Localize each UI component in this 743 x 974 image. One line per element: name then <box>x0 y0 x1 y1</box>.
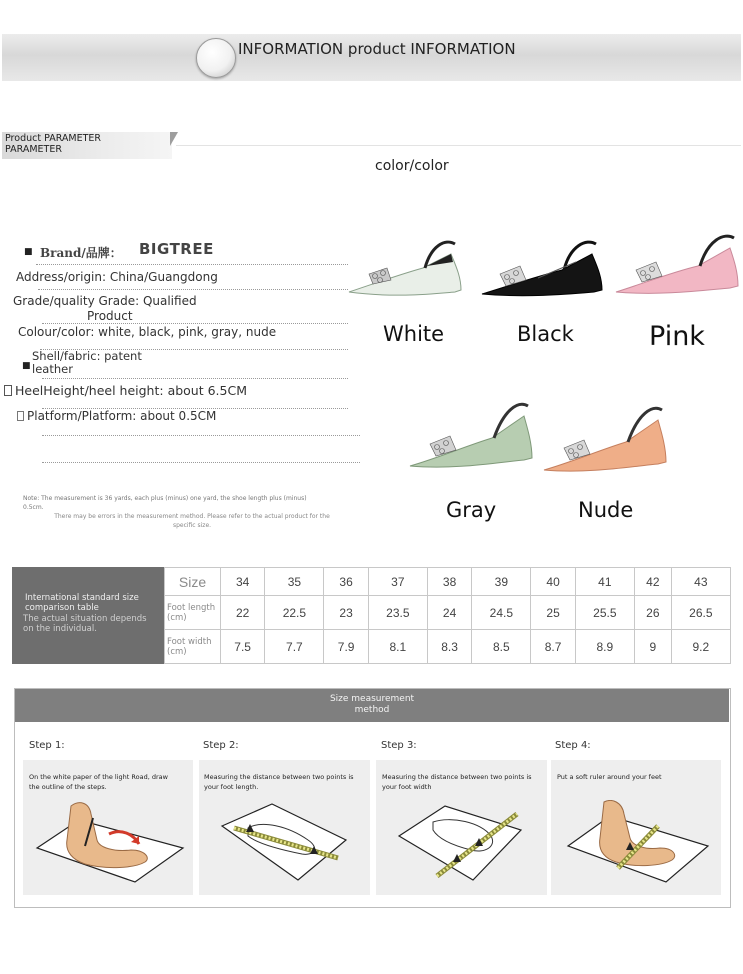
foot-length-header: Foot length (cm) <box>165 596 221 630</box>
header-circle-ornament <box>196 38 236 78</box>
size-table <box>164 567 731 664</box>
foot-width-cell: 7.7 <box>265 630 324 664</box>
spec-shell-cont: leather <box>32 362 73 376</box>
foot-width-cell: 8.1 <box>368 630 427 664</box>
size-table-title: International standard size comparison table <box>25 593 139 613</box>
parameter-tab-arrow <box>170 132 178 146</box>
foot-width-cell: 7.5 <box>221 630 265 664</box>
color-heading: color/color <box>375 158 449 174</box>
brand-value: BIGTREE <box>139 240 214 258</box>
shoe-black-image <box>478 232 608 302</box>
size-cell: 35 <box>265 568 324 596</box>
step-3-desc: Measuring the distance between two points is your foot width <box>382 773 532 791</box>
dotted-divider <box>42 462 360 463</box>
size-cell: 40 <box>531 568 575 596</box>
foot-width-cell: 8.7 <box>531 630 575 664</box>
step-3-label: Step 3: <box>381 740 417 751</box>
shoe-gray-image <box>408 392 536 472</box>
step-1-illustration <box>35 800 185 885</box>
dotted-divider <box>38 289 348 290</box>
bullet-icon: ■ <box>24 247 33 257</box>
foot-width-cell: 9.2 <box>671 630 730 664</box>
measurement-title <box>15 694 729 716</box>
dotted-divider <box>42 378 348 379</box>
foot-length-cell: 24.5 <box>472 596 531 630</box>
foot-width-cell: 8.5 <box>472 630 531 664</box>
step-2-illustration <box>210 800 360 885</box>
measurement-title-line2: method <box>354 705 390 715</box>
size-cell: 38 <box>427 568 471 596</box>
spec-platform <box>17 409 216 423</box>
foot-length-cell: 26.5 <box>671 596 730 630</box>
spec-platform-text: Platform/Platform: about 0.5CM <box>27 409 217 423</box>
foot-length-cell: 25.5 <box>575 596 634 630</box>
dotted-divider <box>42 435 360 436</box>
size-cell: 42 <box>634 568 671 596</box>
spec-heel <box>4 383 247 398</box>
size-cell: 36 <box>324 568 368 596</box>
brand-label: Brand/品牌： <box>40 246 122 260</box>
size-cell: 39 <box>472 568 531 596</box>
color-label-black: Black <box>517 322 574 346</box>
checkbox-icon <box>4 385 12 396</box>
size-cell: 41 <box>575 568 634 596</box>
color-label-white: White <box>383 322 445 346</box>
foot-length-cell: 23.5 <box>368 596 427 630</box>
step-3-illustration <box>385 800 535 885</box>
step-2-desc: Measuring the distance between two points is your foot length. <box>204 773 354 791</box>
spec-heel-text: HeelHeight/heel height: about 6.5CM <box>15 383 247 398</box>
bullet-icon: ■ <box>22 361 31 371</box>
measurement-title-line1: Size measurement <box>329 694 415 704</box>
step-4-label: Step 4: <box>555 740 591 751</box>
step-4-illustration <box>560 800 710 885</box>
size-row <box>165 568 731 596</box>
step-1-desc: On the white paper of the light Road, draw the outline of the steps. <box>29 773 168 791</box>
parameter-tab-label <box>5 133 101 155</box>
spec-grade: Grade/quality Grade: Qualified <box>13 294 197 308</box>
color-label-gray: Gray <box>446 498 497 522</box>
step-1-label: Step 1: <box>29 740 65 751</box>
foot-width-row <box>165 630 731 664</box>
spec-address: Address/origin: China/Guangdong <box>16 270 218 284</box>
shoe-pink-image <box>612 224 742 298</box>
foot-width-cell: 8.3 <box>427 630 471 664</box>
size-cell: 43 <box>671 568 730 596</box>
size-header: Size <box>165 568 221 596</box>
spec-shell: Shell/fabric: patent <box>32 349 142 363</box>
foot-length-row <box>165 596 731 630</box>
foot-width-cell: 7.9 <box>324 630 368 664</box>
parameter-divider <box>176 145 741 146</box>
header-title: INFORMATION product INFORMATION <box>238 40 516 58</box>
foot-length-cell: 25 <box>531 596 575 630</box>
checkbox-icon <box>17 411 24 421</box>
foot-length-cell: 22.5 <box>265 596 324 630</box>
dotted-divider <box>36 264 348 265</box>
foot-width-cell: 9 <box>634 630 671 664</box>
foot-width-header: Foot width (cm) <box>165 630 221 664</box>
shoe-white-image <box>343 232 465 302</box>
foot-length-cell: 24 <box>427 596 471 630</box>
spec-grade-cont: Product <box>87 309 133 323</box>
measurement-disclaimer: There may be errors in the measurement method. Please refer to the actual product for the specific size. <box>54 513 330 529</box>
size-table-subtitle: The actual situation depends on the individual. <box>23 614 147 634</box>
parameter-tab-line2: PARAMETER <box>5 144 62 155</box>
size-cell: 34 <box>221 568 265 596</box>
foot-width-cell: 8.9 <box>575 630 634 664</box>
parameter-tab-line1: Product PARAMETER <box>5 133 102 144</box>
step-4-desc: Put a soft ruler around your feet <box>557 773 662 781</box>
foot-length-cell: 22 <box>221 596 265 630</box>
color-label-pink: Pink <box>649 321 705 352</box>
foot-length-cell: 26 <box>634 596 671 630</box>
size-cell: 37 <box>368 568 427 596</box>
measurement-note: Note: The measurement is 36 yards, each plus (minus) one yard, the shoe length plus (minus) 0.5cm. <box>23 495 307 511</box>
dotted-divider <box>42 323 348 324</box>
step-2-label: Step 2: <box>203 740 239 751</box>
spec-colour: Colour/color: white, black, pink, gray, nude <box>18 325 277 339</box>
color-label-nude: Nude <box>578 498 634 522</box>
foot-length-cell: 23 <box>324 596 368 630</box>
shoe-nude-image <box>542 400 670 476</box>
